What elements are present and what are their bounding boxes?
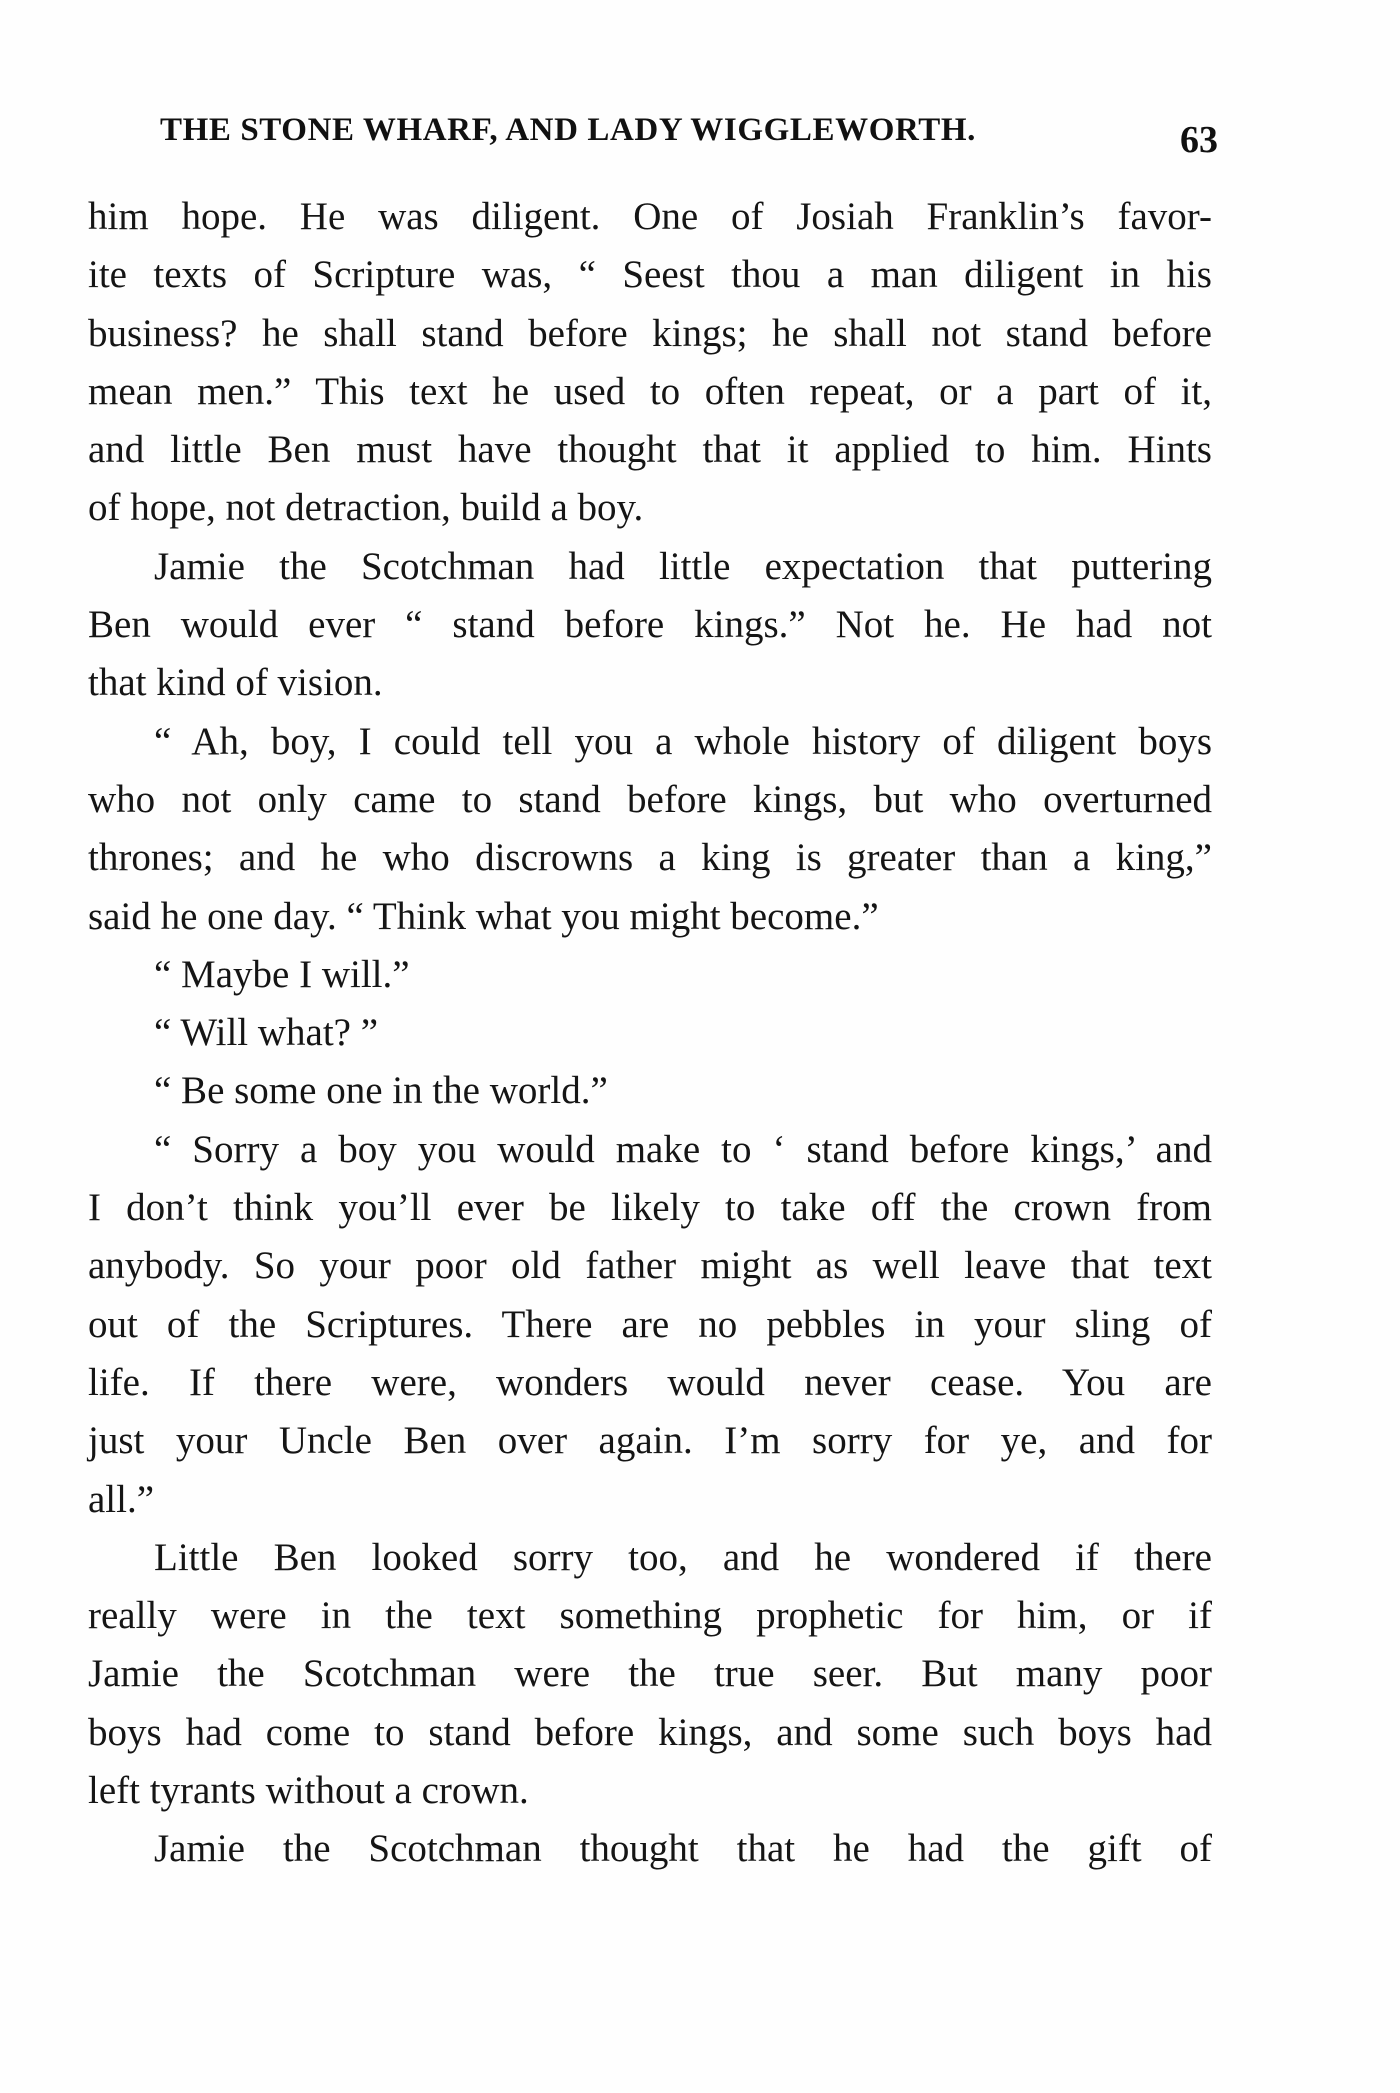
text-line: and little Ben must have thought that it applied to him. Hints xyxy=(88,428,1212,472)
text-line: I don’t think you’ll ever be likely to take off the crown from xyxy=(88,1186,1212,1230)
text-line: mean men.” This text he used to often repeat, or a part of it, xyxy=(88,369,1212,413)
text-line: Jamie the Scotchman had little expectation that puttering xyxy=(154,544,1212,588)
text-line: who not only came to stand before kings, but who overturned xyxy=(88,777,1212,821)
text-line: “ Be some one in the world.” xyxy=(154,1069,608,1113)
text-line: just your Uncle Ben over again. I’m sorry for ye, and for xyxy=(88,1419,1212,1463)
paragraph xyxy=(88,1004,1212,1062)
text-line: ite texts of Scripture was, “ Seest thou a man diligent in his xyxy=(88,253,1212,297)
text-line: “ Sorry a boy you would make to ‘ stand before kings,’ and xyxy=(154,1127,1212,1171)
page-header xyxy=(160,112,1218,162)
text-line: “ Ah, boy, I could tell you a whole history of diligent boys xyxy=(154,719,1212,763)
running-title: THE STONE WHARF, AND LADY WIGGLEWORTH. xyxy=(160,112,976,148)
text-line: “ Will what? ” xyxy=(154,1011,379,1055)
text-line: thrones; and he who discrowns a king is greater than a king,” xyxy=(88,836,1212,880)
text-line: Ben would ever “ stand before kings.” Not he. He had not xyxy=(88,603,1212,647)
text-line: Jamie the Scotchman thought that he had the gift of xyxy=(154,1827,1212,1871)
paragraph xyxy=(88,1062,1212,1120)
paragraph xyxy=(88,1529,1212,1820)
text-line: of hope, not detraction, build a boy. xyxy=(88,486,644,530)
text-line: him hope. He was diligent. One of Josiah Franklin’s favor- xyxy=(88,195,1212,238)
paragraph xyxy=(88,188,1212,538)
text-line: Jamie the Scotchman were the true seer. But many poor xyxy=(88,1652,1212,1696)
paragraph xyxy=(88,1820,1212,1878)
page-number: 63 xyxy=(1180,119,1218,161)
text-line: that kind of vision. xyxy=(88,661,383,705)
paragraph xyxy=(88,713,1212,946)
text-line: all.” xyxy=(88,1477,155,1521)
text-line: said he one day. “ Think what you might become.” xyxy=(88,894,879,938)
text-line: really were in the text something prophetic for him, or if xyxy=(88,1594,1212,1638)
paragraph xyxy=(88,538,1212,713)
text-line: anybody. So your poor old father might as well leave that text xyxy=(88,1244,1212,1288)
text-line: left tyrants without a crown. xyxy=(88,1769,529,1813)
text-line: boys had come to stand before kings, and some such boys had xyxy=(88,1710,1212,1754)
text-line: out of the Scriptures. There are no pebbles in your sling of xyxy=(88,1302,1212,1346)
body-text xyxy=(88,188,1212,1879)
text-line: business? he shall stand before kings; he shall not stand before xyxy=(88,311,1212,355)
text-line: life. If there were, wonders would never cease. You are xyxy=(88,1360,1212,1404)
paragraph xyxy=(88,1121,1212,1529)
text-line: “ Maybe I will.” xyxy=(154,952,410,996)
paragraph xyxy=(88,946,1212,1004)
text-line: Little Ben looked sorry too, and he wondered if there xyxy=(154,1535,1212,1579)
